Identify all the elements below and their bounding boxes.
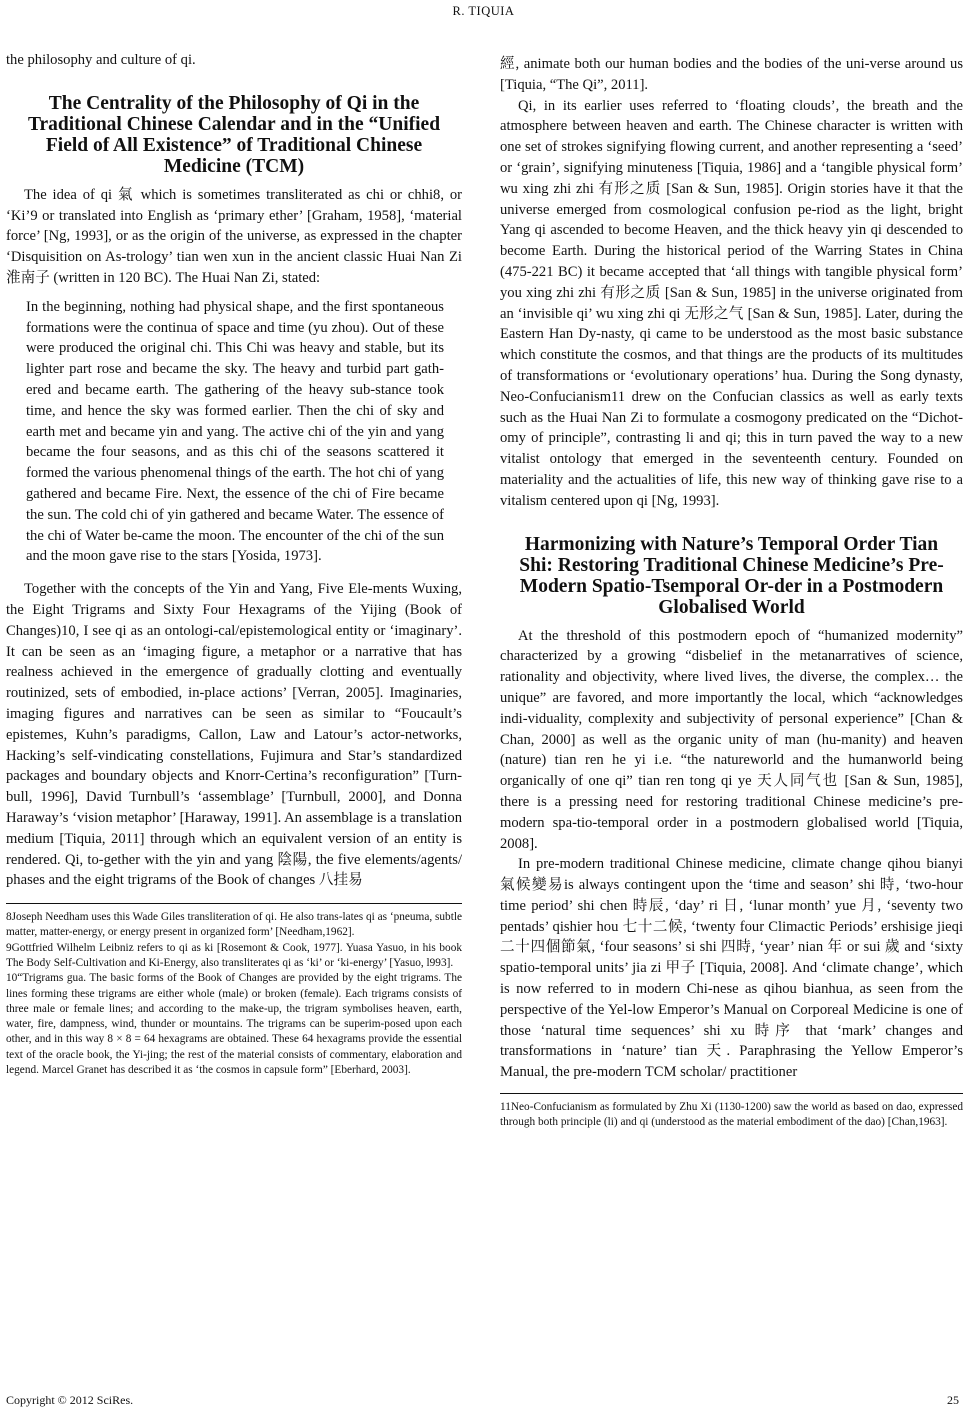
left-column bbox=[6, 50, 462, 1078]
copyright-notice: Copyright © 2012 SciRes. bbox=[6, 1393, 134, 1407]
footnotes-left bbox=[6, 910, 462, 1078]
paragraph-imaginaries: Together with the concepts of the Yin and Yang, Five Ele-ments Wuxing, the Eight Trigrams and Sixty Four Hexagrams of the Yijing (Book of Changes)10, I see qi as an ontologi-cal/epistemological entity or ‘imaginary’. It can be seen as an ‘imaging figure, a metaphor or a narrative that has realness achieved in the emergence of gradually clotting and eventually routinized, sets of embodied, in-place actions’ [Verran, 2005]. Imaginaries, imaging figures and narratives can be seen as similar to “Foucault’s epistemes, Kuhn’s paradigms, Callon, Law and Latour’s actor-networks, Hacking’s self-vindicating constellations, Fujimura and Star’s standardized packages and boundary objects and Knorr-Certina’s reconfiguration” [Turn-bull, 1996], David Turnbull’s ‘assemblage’ [Turnbull, 2000], and Donna Haraway’s ‘vision metaphor’ [Haraway, 1991]. An assemblage is a translation medium [Tiquia, 2011] through which an equivalent version of an entity is rendered. Qi, to-gether with the yin and yang 陰陽, the five elements/agents/ phases and the eight trigrams of the Book of changes 八挂易 bbox=[6, 581, 462, 889]
quote-text: In the beginning, nothing had physical shape, and the first spontaneous formations were the continua of space and time (yu zhou). Out of these were produced the original chi. This Chi was heavy and stable, but its lighter part rose and became the sky. The heavy and turbid part gath-ered and became earth. The gathering of the heavy sub-stance took time, and hence the sky was formed earlier. Then the chi of sky and earth met and became yin and yang. The active chi of the yin and yang became the four seasons, and as this chi of the seasons scattered it formed the various phenomenal things of the earth. The hot chi of yang gathered and became Fire. Next, the essence of the chi of Fire became the sun. The cold chi of yin gathered and became Water. The essence of the chi of Water be-came the moon. The encounter of the chi of the sun and the moon gave rise to the stars [Yosida, 1973]. bbox=[26, 298, 444, 565]
footnote-rule bbox=[500, 1093, 963, 1094]
section-heading-tian-shi: Harmonizing with Nature’s Temporal Order Tian Shi: Restoring Traditional Chinese Medicine’s Pre-Modern Spatio-Tsemporal Or-der in a Postmodern Globalised World bbox=[519, 533, 944, 618]
footnote-rule bbox=[6, 903, 462, 904]
huai-nan-zi-quote bbox=[26, 297, 444, 567]
paragraph-qi-history: Qi, in its earlier uses referred to ‘floating clouds’, the breath and the atmosphere between heaven and earth. The Chinese character is written with one set of strokes signifying flowing current, and another representing a ‘seed’ or ‘grain’, signifying minuteness [Tiquia, 1986] and a ‘tangible physical form’ wu xing zhi zhi 有形之质 [San & Sun, 1985]. Origin stories have it that the universe emerged from cosmological confusion pe-riod as the light, bright Yang qi ascended to become Heaven, and the thick heavy yin qi descended to become Earth. During the historical period of the Warring States in China (475-221 BC) it became accepted that ‘all things with tangible physical form’ you xing zhi zhi 有形之质 [San & Sun, 1985] in the universe originated from an ‘invisible qi’ wu xing zhi qi 无形之气 [San & Sun, 1985]. Later, during the Eastern Han Dy-nasty, qi came to be understood as the most basic substance which constitute the cosmos, and that things are the products of its multitudes of transformations or ‘evolutionary operations’ hua. During the Song dynasty, Neo-Confucianism11 drew on the Confucian classics as well as early texts such as the Huai Nan Zi to formulate a cosmogony predicated on the “Dichot-omy of principle”, contrasting li and qi; this in turn paved the way to a new vitalist ontology that emerged in the seventeenth century. Founded on materiality and the actualities of life, this new way of thinking gave rise to a vitalism centered upon qi [Ng, 1993]. bbox=[500, 97, 963, 509]
footnote-9: 9Gottfried Wilhelm Leibniz refers to qi as ki [Rosemont & Cook, 1977]. Yuasa Yasuo, in his book The Body Self-Cultivation and Ki-Energy, also transliterates qi as ‘ki’ or ‘ki-energy’ [Yasuo, l993]. bbox=[6, 941, 462, 969]
paragraph-qi-definition: The idea of qi 氣 which is sometimes transliterated as chi or chhi8, or ‘Ki’9 or translated into English as ‘primary ether’ [Graham, 1958], ‘material force’ [Ng, 1993], or as the origin of the universe, as expressed in the chapter ‘Disquisition on As-trology’ tian wen xun in the ancient classic Huai Nan Zi 淮南子 (written in 120 BC). The Huai Nan Zi, stated: bbox=[6, 186, 462, 286]
intro-line: the philosophy and culture of qi. bbox=[6, 52, 196, 68]
footnote-11: 11Neo-Confucianism as formulated by Zhu Xi (1130-1200) saw the world as based on dao, expressed through both principle (li) and qi (understood as the material embodiment of the dao) [Chan,1963]. bbox=[500, 1101, 963, 1129]
right-column bbox=[500, 54, 963, 1131]
footnote-10: 10“Trigrams gua. The basic forms of the Book of Changes are provided by the eight trigrams. The lines forming these trigrams are either whole (male) or broken (female). Each trigrams consists of three male or female lines; and according to the make-up, the trigram symbolises heaven, earth, water, fire, dampness, wind, thunder or mountains. The trigrams can be superim-posed upon each other, and in this way 8 × 8 = 64 hexagrams are obtained. These 64 hexagrams provide the essential text of the oracle book, the Yi-jing; the rest of the material consists of commentary, elaboration and legend. Marcel Granet has described it as ‘the cosmos in capsule form” [Eberhard, 2003]. bbox=[6, 972, 462, 1077]
running-head: R. TIQUIA bbox=[452, 4, 515, 18]
footnote-8: 8Joseph Needham uses this Wade Giles transliteration of qi. He also trans-lates qi as ‘pneuma, subtle matter, matter-energy, or energy present in organized form’ [Needham,1962]. bbox=[6, 911, 462, 939]
footnotes-right bbox=[500, 1100, 963, 1131]
paragraph-climate-change: In pre-modern traditional Chinese medicine, climate change qihou bianyi 氣候變易is always contingent upon the ‘time and season’ shi 時, ‘two-hour time period’ shi chen 時辰, ‘day’ ri 日, ‘lunar month’ yue 月, ‘seventy two pentads’ qishier hou 七十二候, ‘twenty four Climactic Periods’ ershisige jieqi二十四個節氣, ‘four seasons’ si shi 四時, ‘year’ nian 年 or sui 歲 and ‘sixty spatio-temporal units’ jia zi 甲子 [Tiquia, 2008]. And ‘climate change’, which is now referred to in modern Chi-nese as qihou bianhua, as seen from the perspective of the Yel-low Emperor’s Manual on Corporeal Medicine is one of those ‘natural time sequences’ shi xu 時序 that ‘mark’ changes and transformations in ‘nature’ tian 天. Paraphrasing the Yellow Emperor’s Manual, the pre-modern TCM scholar/ practitioner bbox=[500, 856, 963, 1081]
paragraph-continued: 經, animate both our human bodies and the bodies of the uni-verse around us [Tiquia, “The Qi”, 2011]. bbox=[500, 56, 963, 93]
paragraph-postmodern: At the threshold of this postmodern epoch of “humanized modernity” characterized by a growing “disbelief in the metanarratives of science, rationality and objectivity, where lived lives, the diverse, the complex… the unique” are favored, and more importantly the local, which “acknowledges indi-viduality, complexity and subjectivity of personal experience” [Chan & Chan, 2000] as well as the organic unity of man (hu-manity) and heaven (nature) tian ren he yi i.e. “the natureworld and the humanworld being organically of one qi” tian ren tong qi ye 天人同气也 [San & Sun, 1985], there is a pressing need for restoring traditional Chinese medicine’s pre-modern spa-tio-temporal order in a postmodern globalised world [Tiquia, 2008]. bbox=[500, 627, 963, 852]
section-heading-qi: The Centrality of the Philosophy of Qi in the Traditional Chinese Calendar and in the “Unified Field of All Existence” of Traditional Chinese Medicine (TCM) bbox=[27, 92, 441, 177]
page-number: 25 bbox=[947, 1393, 959, 1407]
